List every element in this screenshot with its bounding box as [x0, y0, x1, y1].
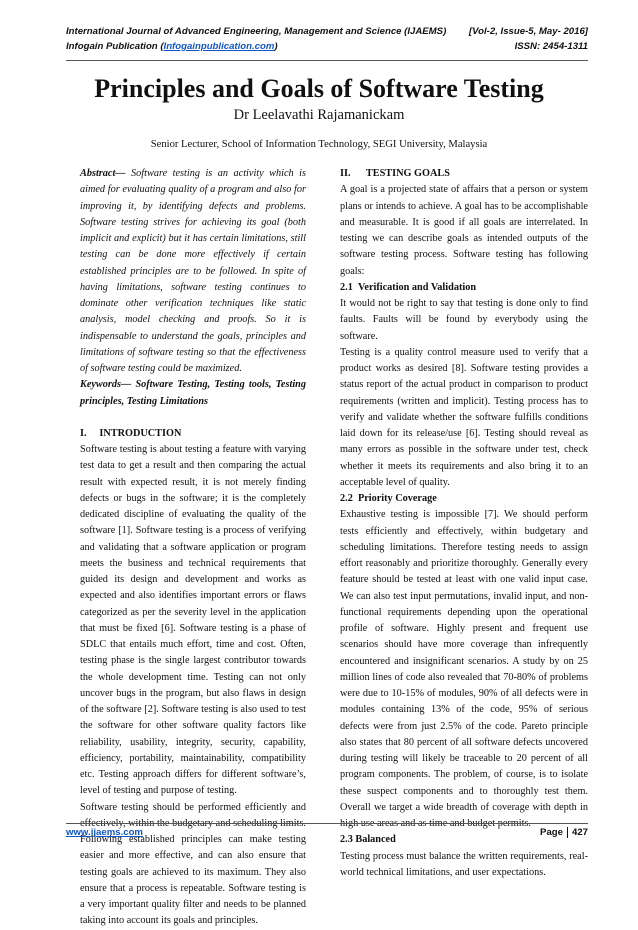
- abstract-text: Software testing is an activity which is aimed for evaluating quality of a program and also for improving it, by identifying defects and problems. Software testing strives for achieving its goal (both implicit and explicit) but it has certain limitations, still testing can be done more effectively if certain established principles are to be followed. In spite of having limitations, software testing continues to dominate other verification techniques like static analysis, model checking and proofs. So it is indispensable to understand the goals, principles and limitations of software testing so that the effectiveness of software testing could be maximized.: [80, 168, 306, 374]
- section-heading-introduction: I. INTRODUCTION: [80, 427, 182, 439]
- paper-title: Principles and Goals of Software Testing: [94, 74, 544, 103]
- priority-paragraph: Exhaustive testing is impossible [7]. We should perform tests efficiently and effectively, within budgetary and scheduling limitations. Therefore testing needs to assign effort reasonably and prioritize thoroughly. Generally every feature should be tested at least with one valid input case. We can also test input permutations, invalid input, and non-functional requirements depending upon the operational profile of software. Highly present and frequent use scenarios should have more coverage than infrequently encountered and insignificant scenarios. A study by on 25 million lines of code also revealed that 70-80% of problems were due to 10-15% of modules, 90% of all defects were in modules containing 13% of the code, 95% of serious defects were from just 2.5% of the code. Pareto principle also states that 80 percent of all software defects uncovered during testing will likely be traceable to 20 percent of all program components. The problem, of course, is to isolate these suspect components and to thoroughly test them. Overall we target a wide breadth of coverage with depth in high use areas and as time and budget permits.: [340, 509, 588, 829]
- keywords: [80, 377, 306, 410]
- intro-paragraph-1: Software testing is about testing a feature with varying test data to get a result and then comparing the actual result with expected result, it is not merely finding defects or bugs in the software; it is the completely dedicated discipline of evaluating the quality of the software [1]. Software testing is a process of verifying and validating that a software application or program meets the business and technical requirements that guided its design and development and works as expected and also identifies important errors or flaws categorized as per the severity level in the application that must be fixed [6]. Software testing is a phase of SDLC that entails much effort, time and cost. Often, testing phase is the single largest contributor towards the whole development time. Testing can not only uncover bugs in the program, but also flaws in design of the software [2]. Software testing is also used to test the software for other software quality factors like reliability, usability, integrity, security, capability, efficiency, portability, maintainability, compatibility etc. Testing approach differs for different software’s, level of testing and purpose of testing.: [80, 444, 306, 797]
- right-column: [340, 166, 588, 881]
- volume-info: [Vol-2, Issue-5, May- 2016]: [468, 26, 588, 37]
- section-heading-testing-goals: II. TESTING GOALS: [340, 168, 450, 179]
- balanced-paragraph: Testing process must balance the written requirements, real-world technical limitations, and user expectations.: [340, 850, 588, 878]
- author-name: Dr Leelavathi Rajamanickam: [233, 107, 405, 123]
- issn: ISSN: 2454-1311: [514, 41, 588, 52]
- goals-paragraph: A goal is a projected state of affairs that a person or system plans or intends to achieve. A goal has to be accomplishable and measurable. It is good if all goals are interrelated. In testing we can describe goals as intended outputs of the software testing process. Software testing has following goals:: [340, 184, 588, 277]
- header-divider: [66, 60, 588, 61]
- intro-paragraph-2: Software testing should be performed efficiently and effectively, within the budgetary and scheduling limits. Following established principles can make testing easier and more effective, and can also ensure that testing goals are achieved to its maximum. They also ensure that a process is repeatable. Software testing is a very important quality filter and needs to be planned taking into account its goals and principles.: [80, 801, 306, 927]
- abstract: [80, 166, 306, 377]
- keywords-text: Software Testing, Testing tools, Testing principles, Testing Limitations: [80, 379, 306, 407]
- page-footer: [66, 826, 588, 840]
- keywords-label: Keywords—: [80, 379, 132, 391]
- footer-divider: [66, 823, 588, 824]
- left-column: [80, 166, 306, 930]
- author-affiliation: Senior Lecturer, School of Information Technology, SEGI University, Malaysia: [150, 139, 488, 150]
- subsection-heading-verification: 2.1 Verification and Validation: [340, 281, 477, 293]
- subsection-heading-balanced: 2.3 Balanced: [340, 834, 396, 846]
- subsection-heading-priority: 2.2 Priority Coverage: [340, 493, 437, 504]
- website-link[interactable]: www.ijaems.com: [66, 827, 143, 838]
- verification-paragraph-2: Testing is a quality control measure used to verify that a product works as desired [8]. Software testing provides a status report of the actual product in comparison to product requirements (written and implicit). Testing process has to verify and validate whether the software fulfills conditions laid down for its release/use [6]. Testing should reveal as many errors as possible in the software under test, check whether it meets its requirements and also bring it to an acceptable level of quality.: [340, 346, 588, 488]
- journal-header: [66, 24, 588, 54]
- abstract-label: Abstract—: [80, 168, 126, 179]
- verification-paragraph-1: It would not be right to say that testing is done only to find faults. Faults will be found by everybody using the software.: [340, 298, 588, 342]
- publisher-link[interactable]: Infogainpublication.com: [163, 41, 275, 52]
- journal-name: International Journal of Advanced Engineering, Management and Science (IJAEMS): [66, 26, 447, 37]
- page-number: Page 427: [540, 827, 588, 838]
- publisher: Infogain Publication (Infogainpublication.com): [66, 41, 278, 52]
